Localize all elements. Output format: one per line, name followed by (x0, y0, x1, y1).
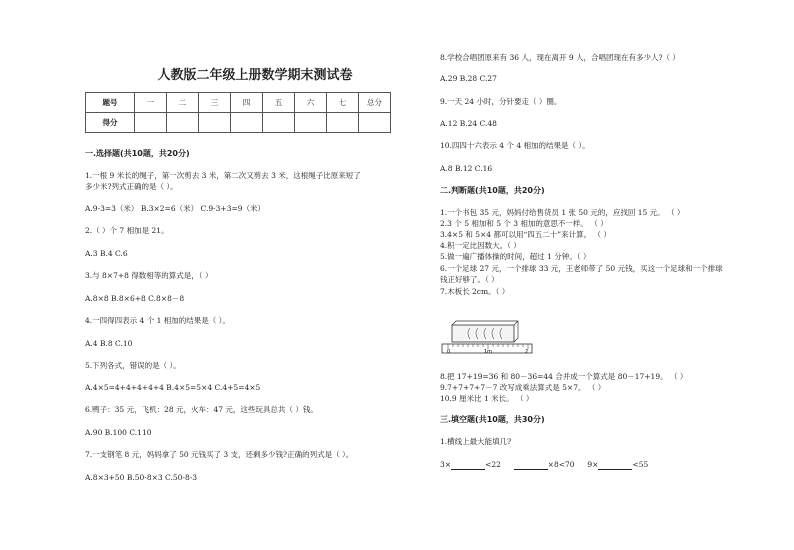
header-cell: 二 (167, 93, 199, 113)
ruler-label-2: 2 (525, 349, 529, 355)
question-5-options: A.4×5=4+4+4+4+4 B.4×5=5×4 C.4+5=4×5 (85, 383, 261, 392)
question-2: 2.（ ）个 7 相加是 21。 (85, 226, 169, 235)
score-input-cell[interactable] (167, 113, 199, 133)
fill-c-suffix: <55 (632, 460, 649, 469)
judgment-3: 3.4×5 和 5×4 都可以用“四五二十”来计算。 （ ） (440, 230, 611, 239)
score-input-cell[interactable] (359, 113, 391, 133)
judgment-6-line2: 钱正好够了。（ ） (440, 275, 499, 284)
header-cell: 三 (199, 93, 231, 113)
fill-blanks-row (440, 460, 648, 470)
judgment-8: 8.把 17+19=36 和 80－36=44 合并成一个算式是 80－17+19。 （ ） (440, 372, 688, 381)
question-9-options: A.12 B.24 C.48 (440, 119, 497, 128)
ruler-label-0: 0 (447, 349, 451, 355)
judgment-2: 2.3 个 5 相加和 5 个 3 相加的意思不一样。 （ ） (440, 219, 608, 228)
fill-blank-b[interactable] (514, 461, 548, 470)
judgment-5: 5.做一遍广播体操的时间，超过 1 分钟。（ ） (440, 252, 591, 261)
question-1-line2: 多少米?列式正确的是（ ）。 (85, 182, 178, 191)
section2-heading: 二.判断题(共10题，共20分) (440, 186, 545, 195)
row-label-cell: 得分 (86, 113, 135, 133)
section1-heading: 一.选择题(共10题，共20分) (85, 149, 190, 158)
score-input-cell[interactable] (231, 113, 263, 133)
header-cell: 总分 (359, 93, 391, 113)
header-cell: 七 (327, 93, 359, 113)
judgment-6-line1: 6.一个足球 27 元，一个排球 33 元，王老师带了 50 元钱，买这一个足球和一个排球 (440, 264, 723, 273)
fill-question-1: 1.横线上最大能填几? (440, 437, 512, 446)
question-9: 9.一天 24 小时，分针要走（ ）圈。 (440, 97, 562, 106)
question-2-options: A.3 B.4 C.6 (85, 249, 128, 258)
question-5: 5.下列各式，错误的是（ ）。 (85, 361, 181, 370)
header-cell: 题号 (86, 93, 135, 113)
score-input-cell[interactable] (135, 113, 167, 133)
question-6: 6.鸭子：35 元，飞机：28 元，火车：47 元，这些玩具总共（ ）钱。 (85, 405, 318, 414)
question-6-options: A.90 B.100 C.110 (85, 428, 152, 437)
fill-blank-a[interactable] (451, 461, 485, 470)
score-input-cell[interactable] (327, 113, 359, 133)
fill-a-prefix: 3× (440, 460, 452, 469)
question-10: 10.四四十六表示 4 个 4 相加的结果是（ ）。 (440, 141, 590, 150)
score-input-cell[interactable] (199, 113, 231, 133)
judgment-10: 10.9 厘米比 1 米长。 （ ） (440, 394, 534, 403)
fill-c-prefix: 9× (587, 460, 599, 469)
question-4: 4.一四得四表示 4 个 1 相加的结果是（ ）。 (85, 316, 230, 325)
ruler-figure (440, 318, 536, 358)
header-cell: 四 (231, 93, 263, 113)
question-3-options: A.8×8 B.8×6+8 C.8×8－8 (85, 294, 185, 303)
section3-heading: 三.填空题(共10题，共30分) (440, 415, 545, 424)
question-3: 3.与 8×7+8 得数相等的算式是，（ ） (85, 271, 213, 280)
ruler-label-1: 1m (484, 349, 493, 355)
fill-a-suffix: <22 (485, 460, 501, 469)
score-table (85, 92, 391, 133)
judgment-9: 9.7+7+7+7－7 改写成乘法算式是 5×7。 （ ） (440, 383, 606, 392)
judgment-7: 7.木板长 2cm。（ ） (440, 287, 510, 296)
question-10-options: A.8 B.12 C.16 (440, 164, 493, 173)
score-table-header-row (86, 93, 391, 113)
score-input-cell[interactable] (263, 113, 295, 133)
question-7-options: A.8×3+50 B.50-8×3 C.50-8-3 (85, 473, 198, 482)
wood-board (452, 325, 514, 342)
score-table-score-row (86, 113, 391, 133)
exam-title: 人教版二年级上册数学期末测试卷 (157, 68, 353, 83)
score-input-cell[interactable] (295, 113, 327, 133)
header-cell: 五 (263, 93, 295, 113)
fill-blank-c[interactable] (598, 461, 632, 470)
question-4-options: A.4 B.8 C.10 (85, 339, 133, 348)
question-7: 7.一支钢笔 8 元，妈妈拿了 50 元钱买了 3 支，还剩多少钱?正确的列式是（ ）。 (85, 450, 354, 459)
judgment-1: 1.一个书包 35 元，妈妈付给售货员 1 张 50 元的，应找回 15 元。 （ ） (440, 208, 685, 217)
fill-b-suffix: ×8<70 (547, 460, 575, 469)
question-1-line1: 1.一根 9 米长的绳子，第一次剪去 3 米，第二次又剪去 3 米，这根绳子比原来短了 (85, 171, 361, 180)
question-8-options: A.29 B.28 C.27 (440, 74, 497, 83)
question-1-options: A.9-3=3（米） B.3×2=6（米） C.9-3+3=9（米） (85, 204, 266, 213)
header-cell: 六 (295, 93, 327, 113)
judgment-4: 4.积一定比因数大。（ ） (440, 241, 521, 250)
header-cell: 一 (135, 93, 167, 113)
question-8: 8.学校合唱团原来有 36 人，现在离开 9 人，合唱团现在有多少人?（ ） (440, 53, 680, 62)
